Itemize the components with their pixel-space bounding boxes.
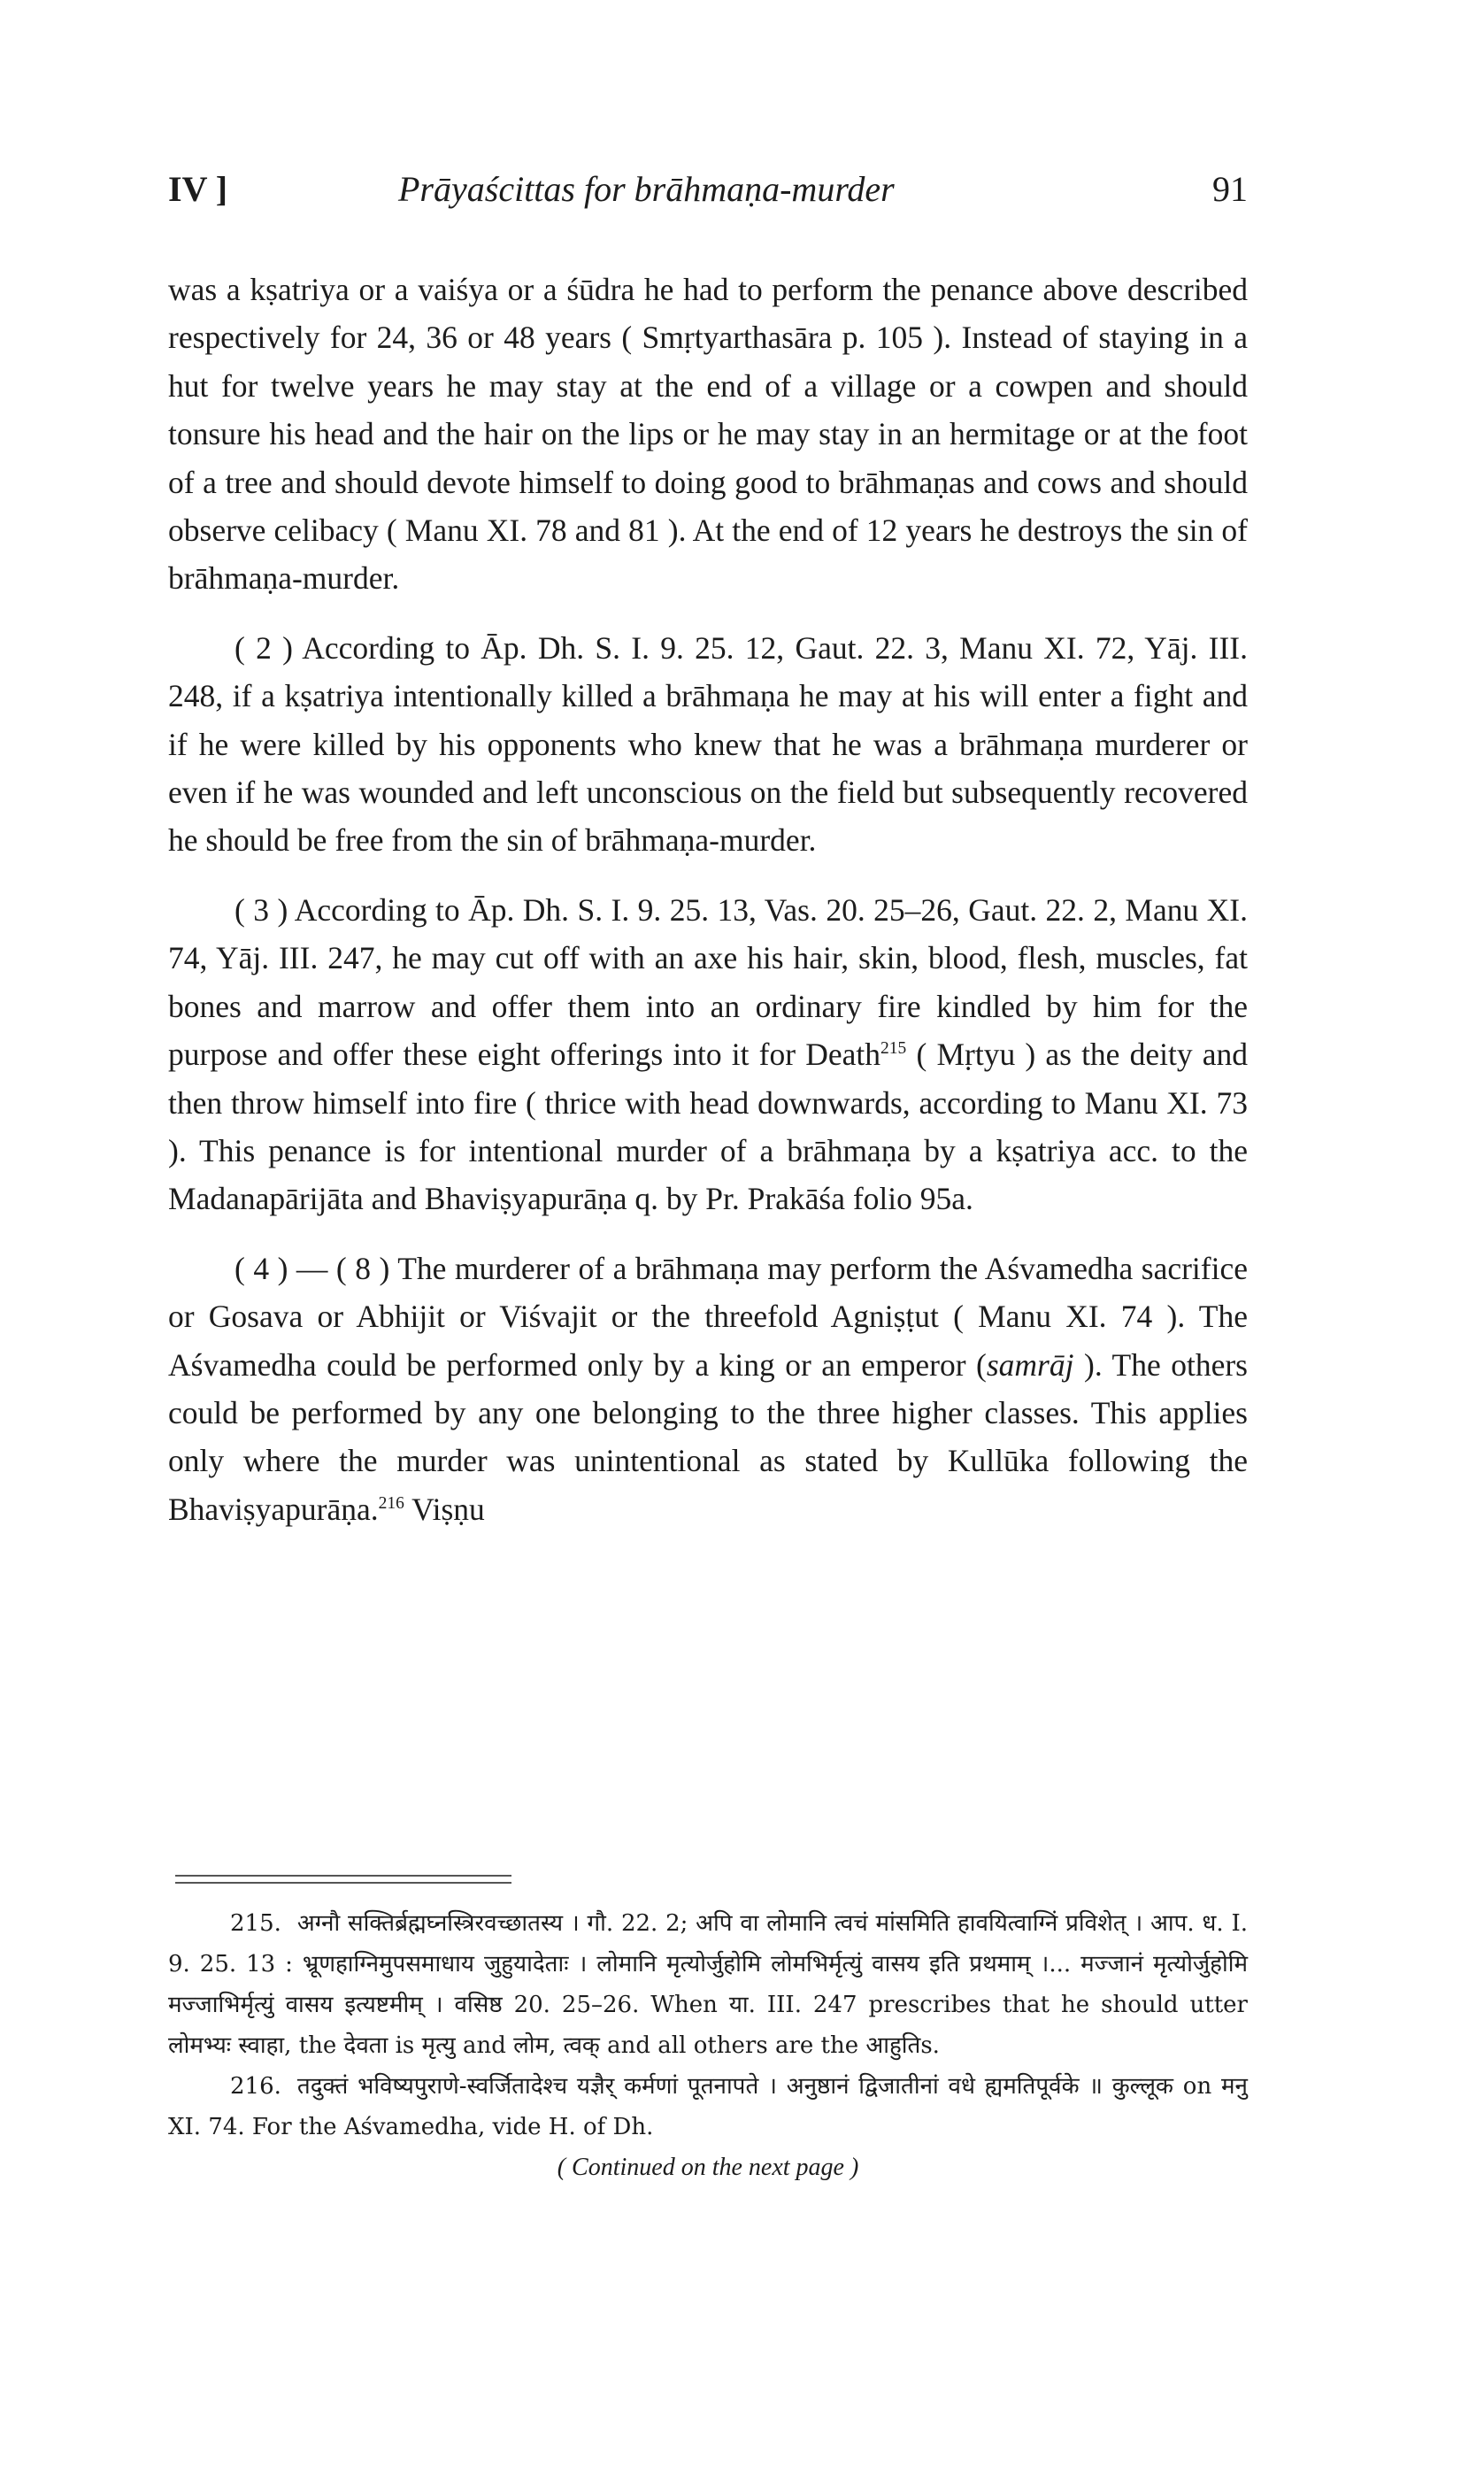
paragraph-4-text-b: ). The others could be performed by any one belonging to the three higher classes. This applies only where the murder was unintentional as stated by Kullūka following the Bhaviṣyapurāṇa. (168, 1346, 1248, 1527)
paragraph-4 (168, 1245, 1248, 1533)
footnote-number: 215. (230, 1910, 281, 1937)
paragraph-2-text: ( 2 ) According to Āp. Dh. S. I. 9. 25. 12, Gaut. 22. 3, Manu XI. 72, Yāj. III. 248, if a kṣatriya intentionally killed a brāhmaṇa he may at his will enter a fight and if he were killed by his opponents who knew that he was a brāhmaṇa murderer or even if he was wounded and left unconscious on the field but subsequently recovered he should be free from the sin of brāhmaṇa-murder. (168, 629, 1248, 859)
footnote-text: तदुक्तं भविष्यपुराणे-स्वर्जितादेश्च यज्ञैर् कर्मणां पूतनापते । अनुष्ठानं द्विजातीनां वधे ह्यमतिपूर्वके ॥ कुल्लूक on मनु XI. 74. For the Aśvamedha, vide H. of Dh. (168, 2073, 1248, 2140)
paragraph-3 (168, 886, 1248, 1223)
paragraph-4-text-c: Viṣṇu (411, 1491, 485, 1527)
footnotes (168, 1903, 1248, 2188)
continued-note: ( Continued on the next page ) (557, 2154, 859, 2181)
paragraph-4-text-a: ( 4 ) — ( 8 ) The murderer of a brāhmaṇa may perform the Aśvamedha sacrifice or Gosava or Abhijit or Viśvajit or the threefold Agniṣṭut ( Manu XI. 74 ). The Aśvamedha could be performed only by a king or an emperor ( (168, 1250, 1248, 1383)
section-number: IV ] (168, 169, 228, 209)
paragraph-1 (168, 266, 1248, 603)
main-text (168, 266, 1248, 1554)
footnote-215 (168, 1903, 1248, 2066)
footnote-ref-216[interactable]: 216 (378, 1493, 404, 1513)
paragraph-3-text-b: ( Mṛtyu ) as the deity and then throw himself into fire ( thrice with head downwards, according to Manu XI. 73 ). This penance is for intentional murder of a brāhmaṇa by a kṣatriya acc. to the Madanapārijāta and Bhaviṣyapurāṇa q. by Pr. Prakāśa folio 95a. (168, 1037, 1249, 1217)
footnote-text: अग्नौ सक्तिर्ब्रह्मघ्नस्त्रिरवच्छातस्य । गौ. 22. 2; अपि वा लोमानि त्वचं मांसमिति हावयित्वाग्निं प्रविशेत् । आप. ध. I. 9. 25. 13 : भ्रूणहाग्निमुपसमाधाय जुहुयादेताः । लोमानि मृत्योर्जुहोमि लोमभिर्मृत्युं वासय इति प्रथमाम् ।... मज्जानं मृत्योर्जुहोमि मज्जाभिर्मृत्युं वासय इत्यष्टमीम् । वसिष्ठ 20. 25–26. When या. III. 247 prescribes that he should utter लोमभ्यः स्वाहा, the देवता is मृत्यु and लोम, त्वक् and all others are the आहुतिs. (168, 1910, 1248, 2059)
page-number: 91 (1212, 169, 1248, 209)
paragraph-3-text-a: ( 3 ) According to Āp. Dh. S. I. 9. 25. 13, Vas. 20. 25–26, Gaut. 22. 2, Manu XI. 74, Yāj. III. 247, he may cut off with an axe his hair, skin, blood, flesh, muscles, fat bones and marrow and offer them into an ordinary fire kindled by him for the purpose and offer these eight offerings into it for Death (168, 891, 1248, 1073)
paragraph-2 (168, 624, 1248, 865)
footnote-216 (168, 2066, 1248, 2147)
footnote-number: 216. (230, 2073, 281, 2100)
footnote-divider (175, 1875, 511, 1884)
running-header (168, 168, 1248, 212)
samraj-term: samrāj (986, 1346, 1074, 1383)
footnote-ref-215[interactable]: 215 (880, 1039, 907, 1059)
running-title: Prāyaścittas for brāhmaṇa-murder (398, 169, 895, 209)
paragraph-1-text: was a kṣatriya or a vaiśya or a śūdra he had to perform the penance above described respectively for 24, 36 or 48 years ( Smṛtyarthasāra p. 105 ). Instead of staying in a hut for twelve years he may stay at the end of a village or a cowpen and should tonsure his head and the hair on the lips or he may stay in an hermitage or at the foot of a tree and should devote himself to doing good to brāhmaṇas and cows and should observe celibacy ( Manu XI. 78 and 81 ). At the end of 12 years he destroys the sin of brāhmaṇa-murder. (168, 272, 1248, 597)
